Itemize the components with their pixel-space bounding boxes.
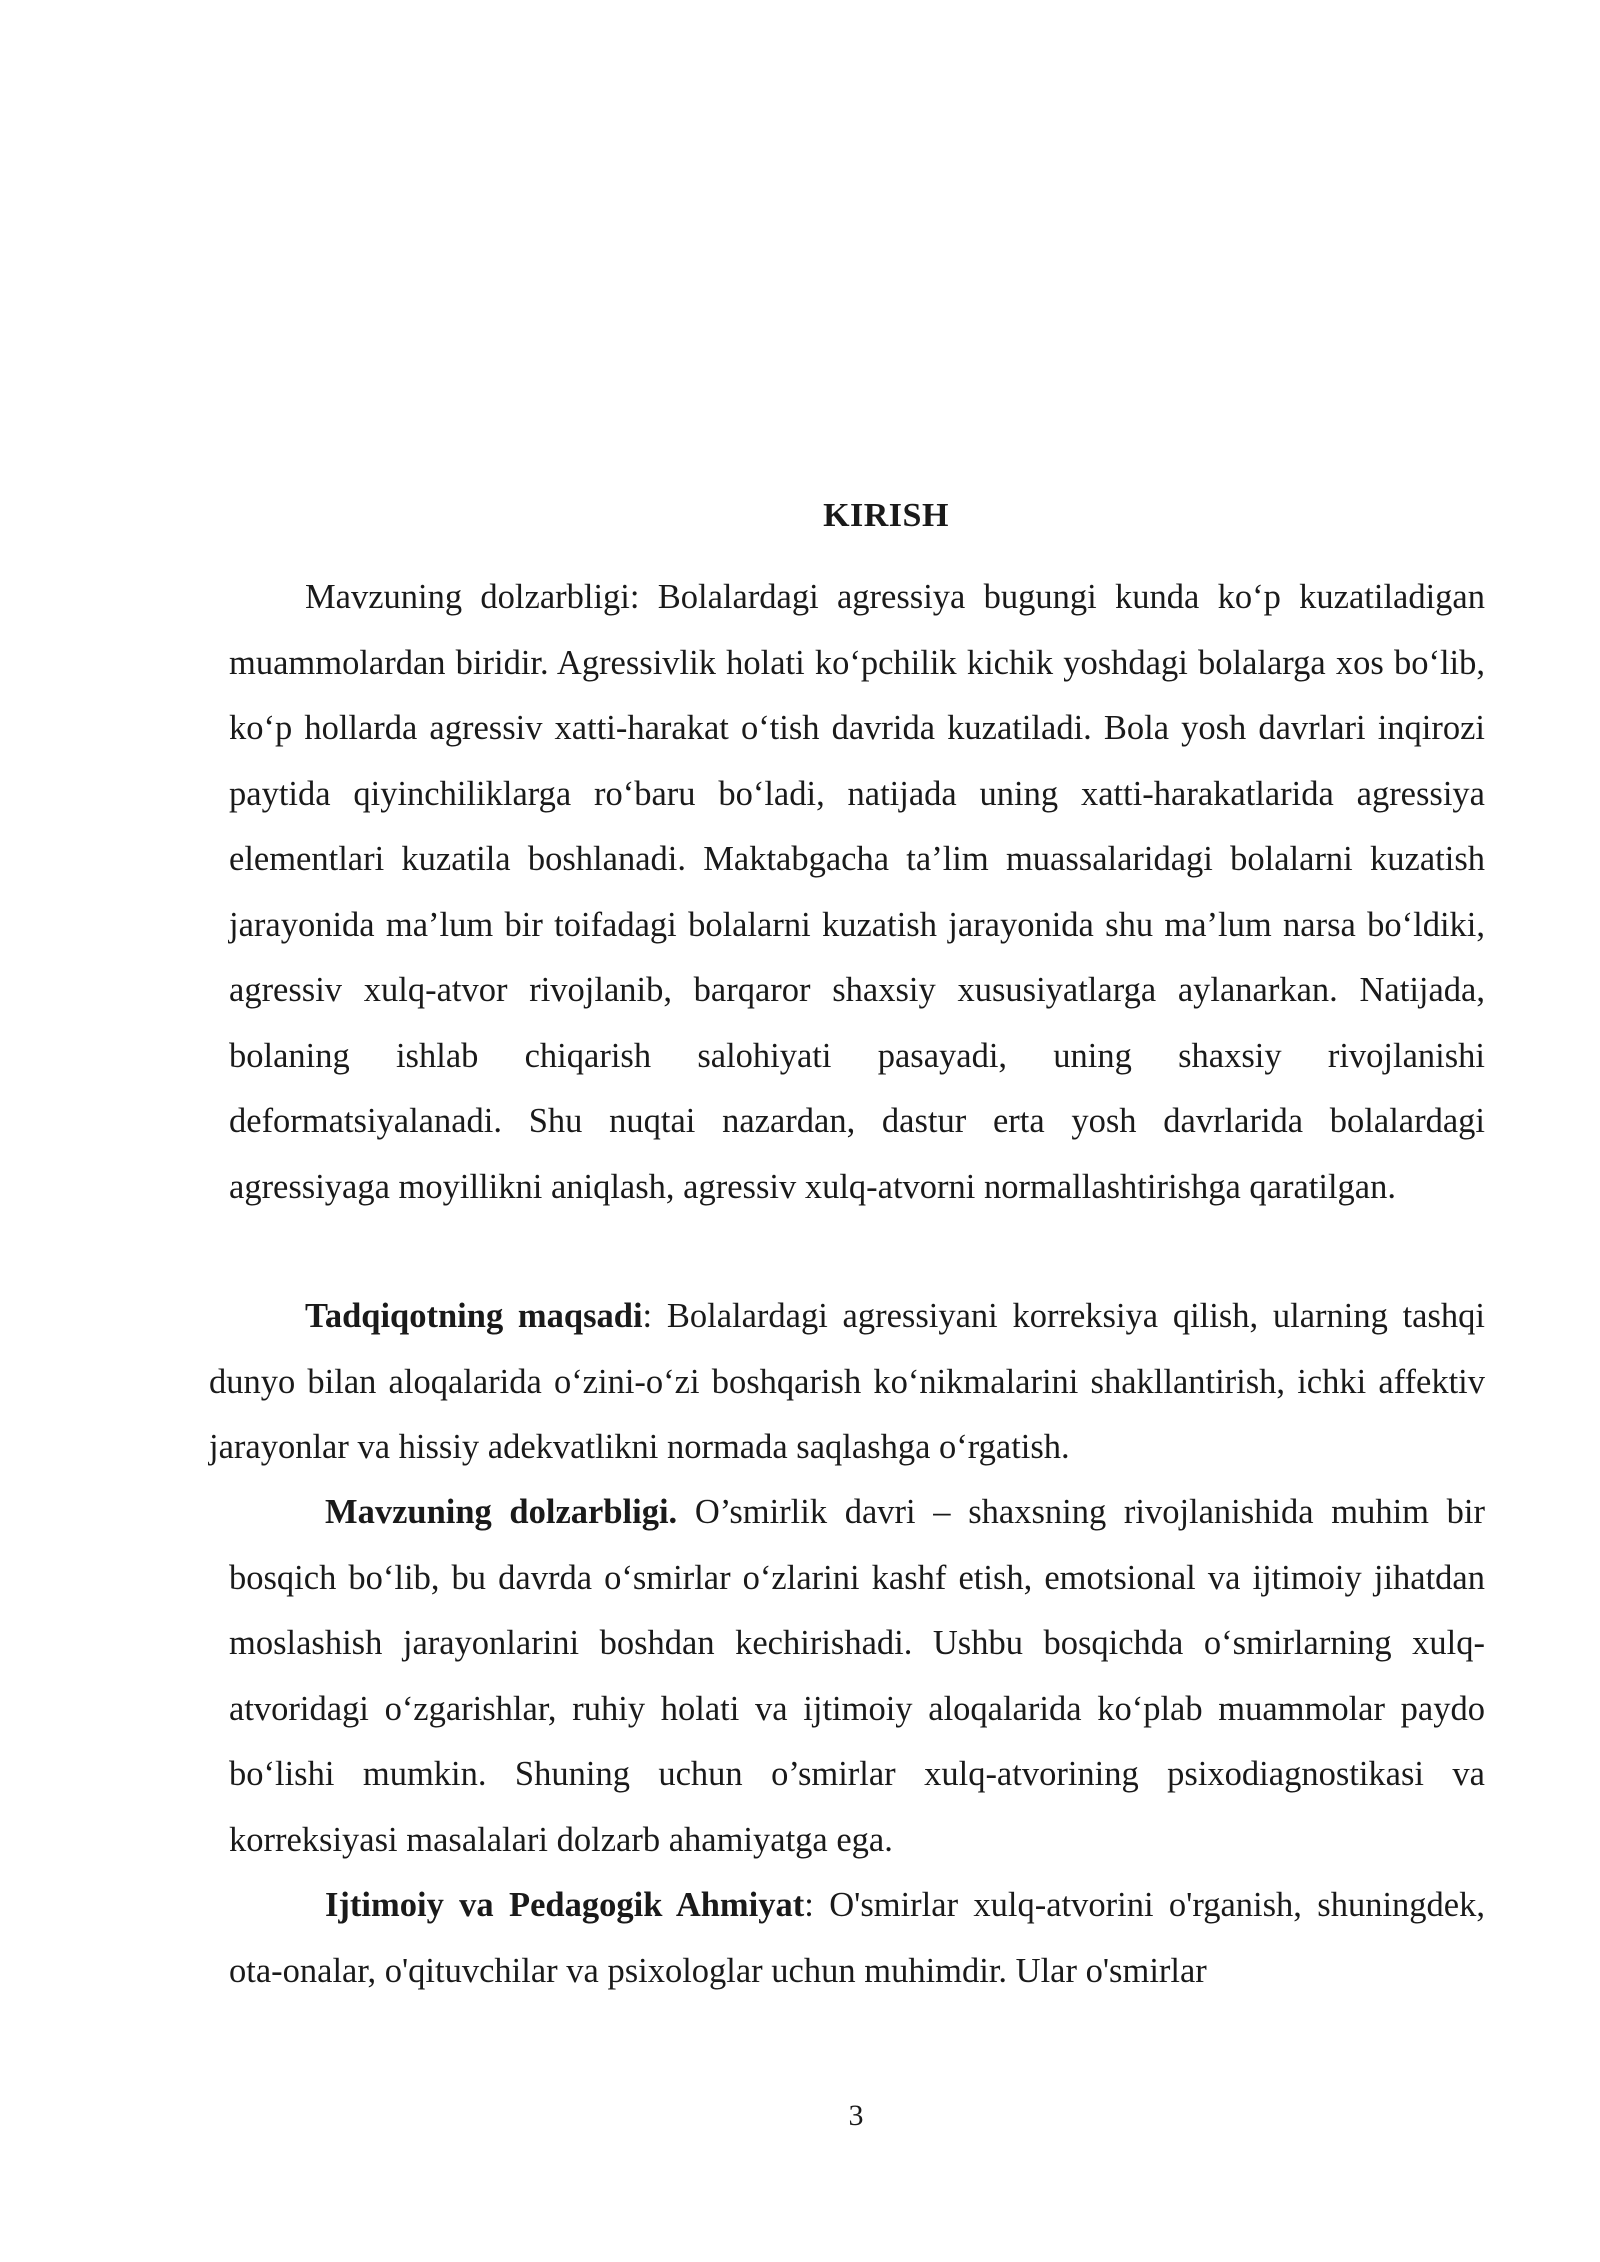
paragraph-text: O'smirlar xulq-atvorini o'rganish, shuningdek, ota-onalar, o'qituvchilar va psixologlar uchun muhimdir. Ular o'smirlar [229, 1886, 1485, 1990]
paragraph-lead: Mavzuning dolzarbligi. [325, 1493, 678, 1531]
paragraph-text: Bolalardagi agressiyani korreksiya qilish, ularning tashqi dunyo bilan aloqalarida o‘zini-o‘zi boshqarish ko‘nikmalarini shakllantirish, ichki affektiv jarayonlar va hissiy adekvatlikni normada saqlashga o‘rgatish. [209, 1297, 1485, 1466]
section-title: KIRISH [823, 497, 949, 534]
paragraph-text: O’smirlik davri – shaxsning rivojlanishida muhim bir bosqich bo‘lib, bu davrda o‘smirlar o‘zlarini kashf etish, emotsional va ijtimoiy jihatdan moslashish jarayonlarini boshdan kechirishadi. Ushbu bosqichda o‘smirlarning xulq-atvoridagi o‘zgarishlar, ruhiy holati va ijtimoiy aloqalarida ko‘plab muammolar paydo bo‘lishi mumkin. Shuning uchun o’smirlar xulq-atvorining psixodiagnostikasi va korreksiyasi masalalari dolzarb ahamiyatga ega. [229, 1493, 1485, 1859]
paragraph-lead: Ijtimoiy va Pedagogik Ahmiyat [325, 1886, 805, 1924]
page-number: 3 [848, 2099, 864, 2132]
paragraph-research-goal [209, 1284, 1485, 1481]
paragraph-topic-relevance [229, 1480, 1485, 1873]
paragraph-lead: Tadqiqotning maqsadi [305, 1297, 643, 1335]
paragraph-separator [677, 1493, 695, 1531]
paragraph-relevance-intro [229, 565, 1485, 1220]
paragraph-separator: : [804, 1886, 830, 1924]
paragraph-social-pedagogical [229, 1873, 1485, 2004]
paragraph-text: Mavzuning dolzarbligi: Bolalardagi agressiya bugungi kunda ko‘p kuzatiladigan muammolardan biridir. Agressivlik holati ko‘pchilik kichik yoshdagi bolalarga xos bo‘lib, ko‘p hollarda agressiv xatti-harakat o‘tish davrida kuzatiladi. Bola yosh davrlari inqirozi paytida qiyinchiliklarga ro‘baru bo‘ladi, natijada uning xatti-harakatlarida agressiya elementlari kuzatila boshlanadi. Maktabgacha ta’lim muassalaridagi bolalarni kuzatish jarayonida ma’lum bir toifadagi bolalarni kuzatish jarayonida shu ma’lum narsa bo‘ldiki, agressiv xulq-atvor rivojlanib, barqaror shaxsiy xususiyatlarga aylanarkan. Natijada, bolaning ishlab chiqarish salohiyati pasayadi, uning shaxsiy rivojlanishi deformatsiyalanadi. Shu nuqtai nazardan, dastur erta yosh davrlarida bolalardagi agressiyaga moyillikni aniqlash, agressiv xulq-atvorni normallashtirishga qaratilgan. [229, 578, 1485, 1206]
paragraph-separator: : [642, 1297, 667, 1335]
